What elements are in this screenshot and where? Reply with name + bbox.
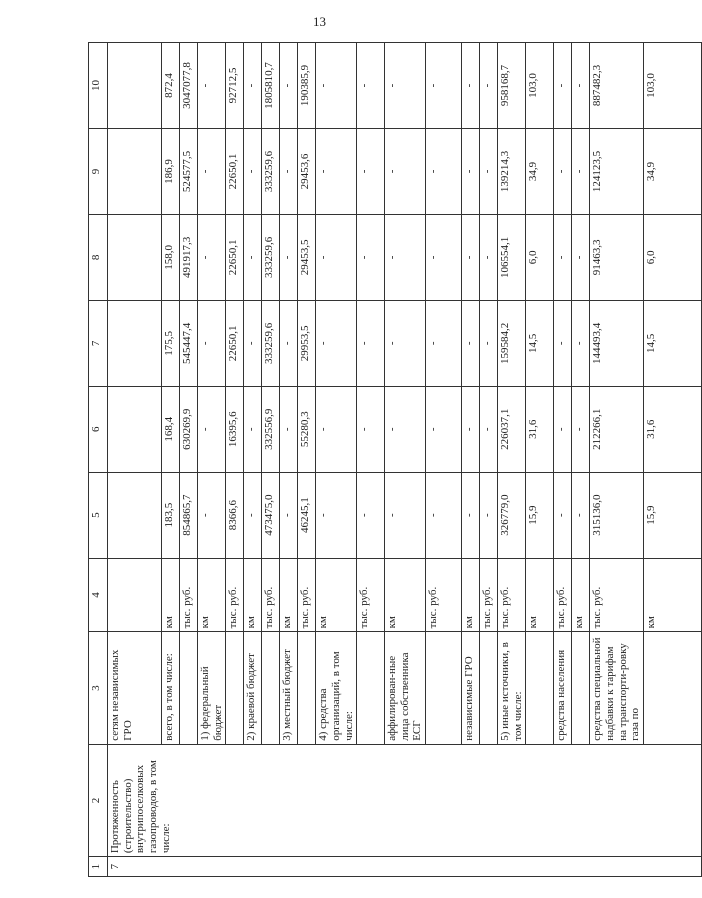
value-cell: 22650,1: [226, 300, 244, 386]
unit-cell: тыс. руб.: [180, 558, 198, 632]
row-label-cell: 3) местный бюджет: [280, 632, 298, 744]
value-cell: -: [357, 214, 385, 300]
rotated-table-container: [88, 42, 657, 877]
header-cell: 2: [89, 744, 108, 856]
value-cell: -: [357, 300, 385, 386]
value-cell: 332556,9: [262, 386, 280, 472]
value-cell: 31,6: [526, 386, 554, 472]
header-row: [89, 43, 108, 877]
unit-cell: км: [526, 558, 554, 632]
value-cell: 3047077,8: [180, 43, 198, 129]
value-cell: 333259,6: [262, 214, 280, 300]
value-cell: -: [357, 472, 385, 558]
value-cell: -: [572, 300, 590, 386]
value-cell: -: [244, 129, 262, 215]
unit-cell: тыс. руб.: [298, 558, 316, 632]
value-cell: 29453,6: [298, 129, 316, 215]
value-cell: 854865,7: [180, 472, 198, 558]
value-cell: 545447,4: [180, 300, 198, 386]
value-cell: 16395,6: [226, 386, 244, 472]
unit-cell: тыс. руб.: [226, 558, 244, 632]
header-cell: 3: [89, 632, 108, 744]
value-cell: 872,4: [162, 43, 180, 129]
row-label-cell: [643, 632, 701, 744]
value-cell: -: [572, 386, 590, 472]
row-label-cell: независимые ГРО: [462, 632, 480, 744]
value-cell: -: [462, 386, 480, 472]
value-cell: -: [316, 300, 357, 386]
value-cell: -: [357, 386, 385, 472]
value-cell: 158,0: [162, 214, 180, 300]
value-cell: 958168,7: [498, 43, 526, 129]
value-cell: 124123,5: [590, 129, 644, 215]
value-cell: -: [426, 386, 462, 472]
value-cell: 34,9: [643, 129, 701, 215]
value-cell: 29953,5: [298, 300, 316, 386]
value-cell: -: [280, 129, 298, 215]
value-cell: -: [480, 300, 498, 386]
header-cell: 1: [89, 857, 108, 877]
row-label-cell: [357, 632, 385, 744]
value-cell: 34,9: [526, 129, 554, 215]
value-cell: -: [244, 43, 262, 129]
header-cell: 4: [89, 558, 108, 632]
value-cell: -: [385, 472, 426, 558]
value-cell: -: [462, 43, 480, 129]
value-cell: -: [385, 43, 426, 129]
value-cell: 1805810,7: [262, 43, 280, 129]
unit-cell: км: [198, 558, 226, 632]
value-cell: -: [480, 386, 498, 472]
unit-cell: [108, 558, 162, 632]
value-cell: 6,0: [643, 214, 701, 300]
row-label-cell: [526, 632, 554, 744]
value-cell: -: [554, 472, 572, 558]
value-cell: -: [572, 214, 590, 300]
value-cell: -: [357, 129, 385, 215]
unit-cell: км: [572, 558, 590, 632]
value-cell: -: [385, 386, 426, 472]
value-cell: -: [426, 214, 462, 300]
value-cell: -: [572, 472, 590, 558]
unit-cell: км: [316, 558, 357, 632]
value-cell: 333259,6: [262, 300, 280, 386]
value-cell: 326779,0: [498, 472, 526, 558]
value-cell: -: [316, 472, 357, 558]
value-cell: -: [316, 386, 357, 472]
value-cell: -: [316, 129, 357, 215]
value-cell: -: [198, 472, 226, 558]
row-label-cell: 1) федеральный бюджет: [198, 632, 226, 744]
value-cell: -: [385, 214, 426, 300]
value-cell: [108, 129, 162, 215]
unit-cell: тыс. руб.: [498, 558, 526, 632]
value-cell: -: [385, 300, 426, 386]
budget-table: [88, 42, 702, 877]
value-cell: 190385,9: [298, 43, 316, 129]
value-cell: -: [198, 129, 226, 215]
value-cell: 159584,2: [498, 300, 526, 386]
value-cell: 31,6: [643, 386, 701, 472]
value-cell: 491917,3: [180, 214, 198, 300]
value-cell: -: [280, 386, 298, 472]
value-cell: -: [244, 472, 262, 558]
unit-cell: тыс. руб.: [262, 558, 280, 632]
row-number-cell: 7: [108, 857, 702, 877]
row-label-cell: [262, 632, 280, 744]
unit-cell: км: [643, 558, 701, 632]
value-cell: 103,0: [643, 43, 701, 129]
value-cell: -: [244, 214, 262, 300]
header-cell: 7: [89, 300, 108, 386]
value-cell: 524577,5: [180, 129, 198, 215]
value-cell: -: [426, 129, 462, 215]
value-cell: -: [572, 43, 590, 129]
value-cell: [108, 43, 162, 129]
value-cell: -: [554, 129, 572, 215]
value-cell: -: [480, 214, 498, 300]
value-cell: 29453,5: [298, 214, 316, 300]
header-cell: 6: [89, 386, 108, 472]
value-cell: 22650,1: [226, 214, 244, 300]
value-cell: 14,5: [526, 300, 554, 386]
value-cell: -: [480, 129, 498, 215]
value-cell: -: [357, 43, 385, 129]
value-cell: 55280,3: [298, 386, 316, 472]
value-cell: 168,4: [162, 386, 180, 472]
value-cell: 6,0: [526, 214, 554, 300]
value-cell: -: [480, 43, 498, 129]
value-cell: -: [462, 472, 480, 558]
row-label-cell: 4) средства организаций, в том числе:: [316, 632, 357, 744]
row-label-cell: [298, 632, 316, 744]
row-label-cell: [572, 632, 590, 744]
value-cell: -: [280, 214, 298, 300]
row-label-cell: [226, 632, 244, 744]
value-cell: 887482,3: [590, 43, 644, 129]
row-label-cell: 2) краевой бюджет: [244, 632, 262, 744]
value-cell: -: [244, 300, 262, 386]
value-cell: -: [280, 43, 298, 129]
value-cell: 175,5: [162, 300, 180, 386]
value-cell: -: [480, 472, 498, 558]
value-cell: 186,9: [162, 129, 180, 215]
unit-cell: км: [385, 558, 426, 632]
value-cell: 46245,1: [298, 472, 316, 558]
value-cell: -: [316, 214, 357, 300]
page-number: 13: [313, 14, 326, 29]
value-cell: -: [198, 214, 226, 300]
value-cell: -: [462, 214, 480, 300]
value-cell: -: [316, 43, 357, 129]
value-cell: -: [198, 300, 226, 386]
row-label-cell: аффилирован-ные лица собственника ЕСГ: [385, 632, 426, 744]
value-cell: -: [426, 472, 462, 558]
table-body: [89, 43, 702, 877]
row-label-cell: средства специальной надбавки к тарифам на транспорти-ровку газа по: [590, 632, 644, 744]
value-cell: [108, 472, 162, 558]
unit-cell: тыс. руб.: [357, 558, 385, 632]
value-cell: 473475,0: [262, 472, 280, 558]
value-cell: -: [244, 386, 262, 472]
unit-cell: тыс. руб.: [590, 558, 644, 632]
value-cell: 15,9: [526, 472, 554, 558]
row-label-cell: [480, 632, 498, 744]
value-cell: -: [280, 472, 298, 558]
value-cell: 183,5: [162, 472, 180, 558]
value-cell: 144493,4: [590, 300, 644, 386]
unit-cell: км: [280, 558, 298, 632]
value-cell: [108, 214, 162, 300]
value-cell: -: [462, 129, 480, 215]
value-cell: [108, 300, 162, 386]
value-cell: 315136,0: [590, 472, 644, 558]
value-cell: 139214,3: [498, 129, 526, 215]
value-cell: 15,9: [643, 472, 701, 558]
value-cell: 103,0: [526, 43, 554, 129]
value-cell: -: [385, 129, 426, 215]
row-label-cell: [180, 632, 198, 744]
value-cell: 91463,3: [590, 214, 644, 300]
unit-cell: тыс. руб.: [554, 558, 572, 632]
value-cell: 8366,6: [226, 472, 244, 558]
value-cell: 22650,1: [226, 129, 244, 215]
header-cell: 8: [89, 214, 108, 300]
unit-cell: км: [162, 558, 180, 632]
row-label-cell: [426, 632, 462, 744]
value-cell: [108, 386, 162, 472]
value-cell: 630269,9: [180, 386, 198, 472]
table-row: [108, 43, 162, 877]
row-label-cell: всего, в том числе:: [162, 632, 180, 744]
value-cell: -: [198, 386, 226, 472]
value-cell: -: [554, 386, 572, 472]
row-label-cell: сетям независимых ГРО: [108, 632, 162, 744]
unit-cell: км: [462, 558, 480, 632]
value-cell: -: [554, 300, 572, 386]
value-cell: -: [280, 300, 298, 386]
unit-cell: тыс. руб.: [480, 558, 498, 632]
value-cell: 92712,5: [226, 43, 244, 129]
value-cell: 212266,1: [590, 386, 644, 472]
value-cell: 226037,1: [498, 386, 526, 472]
header-cell: 9: [89, 129, 108, 215]
value-cell: 333259,6: [262, 129, 280, 215]
value-cell: 106554,1: [498, 214, 526, 300]
value-cell: -: [554, 43, 572, 129]
value-cell: -: [572, 129, 590, 215]
header-cell: 5: [89, 472, 108, 558]
header-cell: 10: [89, 43, 108, 129]
value-cell: -: [554, 214, 572, 300]
row-label-cell: 5) иные источники, в том числе:: [498, 632, 526, 744]
unit-cell: км: [244, 558, 262, 632]
indicator-cell: Протяженность (строительство) внутрипоселковых газопроводов, в том числе:: [108, 744, 702, 856]
value-cell: -: [426, 43, 462, 129]
value-cell: 14,5: [643, 300, 701, 386]
value-cell: -: [198, 43, 226, 129]
value-cell: -: [426, 300, 462, 386]
value-cell: -: [462, 300, 480, 386]
unit-cell: тыс. руб.: [426, 558, 462, 632]
row-label-cell: средства населения: [554, 632, 572, 744]
